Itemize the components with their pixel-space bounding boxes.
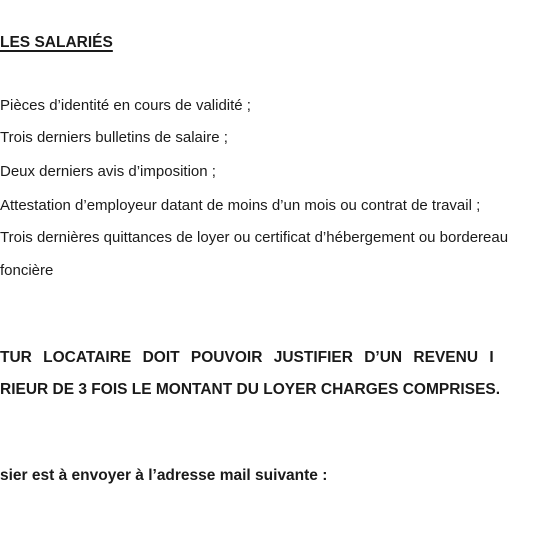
list-item: Pièces d’identité en cours de validité ;	[0, 97, 251, 114]
list-item: Trois derniers bulletins de salaire ;	[0, 129, 228, 146]
list-item: Deux derniers avis d’imposition ;	[0, 163, 216, 180]
income-requirement-line: TUR LOCATAIRE DOIT POUVOIR JUSTIFIER D’UN REVENU I	[0, 349, 494, 366]
submission-instructions: sier est à envoyer à l’adresse mail suivante :	[0, 467, 328, 484]
income-requirement-line: RIEUR DE 3 FOIS LE MONTANT DU LOYER CHARGES COMPRISES.	[0, 381, 501, 398]
list-item: Attestation d’employeur datant de moins d’un mois ou contrat de travail ;	[0, 197, 481, 214]
list-item: Trois dernières quittances de loyer ou certificat d’hébergement ou bordereau	[0, 229, 509, 246]
list-item: foncière	[0, 262, 54, 279]
section-heading: LES SALARIÉS	[0, 34, 113, 51]
